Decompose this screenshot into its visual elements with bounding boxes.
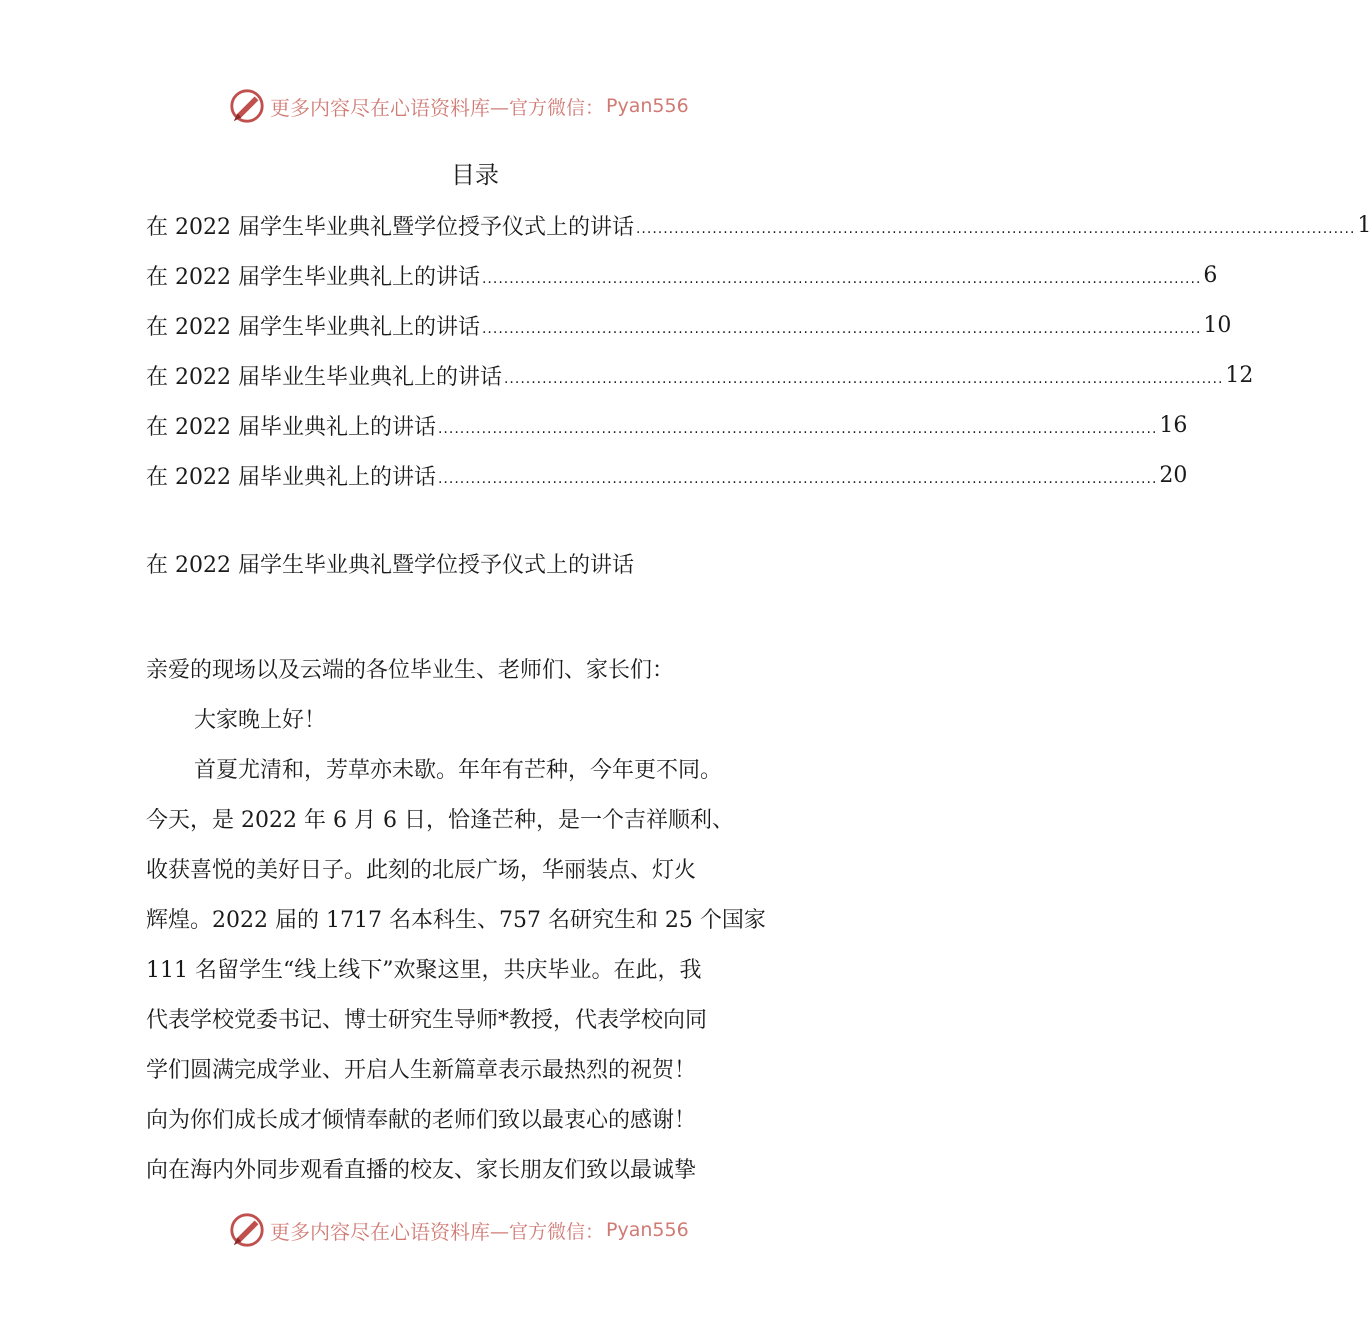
toc-entry[interactable] bbox=[146, 450, 1188, 500]
toc-entry-title: 在 2022 届学生毕业典礼暨学位授予仪式上的讲话 bbox=[146, 214, 634, 240]
toc-entry-page: 20 bbox=[1159, 462, 1188, 488]
toc-entry[interactable] bbox=[146, 300, 1232, 350]
body-line: 向为你们成长成才倾情奉献的老师们致以最衷心的感谢！ bbox=[146, 1108, 697, 1133]
watermark-wechat-id: Pyan556 bbox=[606, 95, 689, 117]
watermark-footer bbox=[228, 1210, 748, 1250]
toc-entry-page: 12 bbox=[1225, 362, 1254, 388]
salutation-line: 亲爱的现场以及云端的各位毕业生、老师们、家长们： bbox=[146, 658, 675, 683]
toc-entry-page: 10 bbox=[1203, 312, 1232, 338]
watermark-separator: —官方微信： bbox=[490, 96, 605, 119]
body-line: 代表学校党委书记、博士研究生导师*教授，代表学校向同 bbox=[146, 1008, 708, 1033]
watermark-wechat-id: Pyan556 bbox=[606, 1219, 689, 1241]
toc-leader-dots: .................................................................................................................................... bbox=[437, 471, 1158, 487]
body-line: 学们圆满完成学业、开启人生新篇章表示最热烈的祝贺！ bbox=[146, 1058, 697, 1083]
body-line: 向在海内外同步观看直播的校友、家长朋友们致以最诚挚 bbox=[146, 1158, 697, 1183]
speech-body bbox=[146, 646, 836, 1196]
toc-entry[interactable] bbox=[146, 200, 1371, 250]
toc-entry[interactable] bbox=[146, 400, 1188, 450]
body-line: 111 名留学生“线上线下”欢聚这里，共庆毕业。在此，我 bbox=[146, 958, 702, 983]
watermark-text: 更多内容尽在心语资料库 bbox=[270, 1219, 490, 1244]
toc-leader-dots: .................................................................................................................................... bbox=[481, 321, 1202, 337]
toc-entry-title: 在 2022 届毕业典礼上的讲话 bbox=[146, 414, 436, 440]
body-line: 今天，是 2022 年 6 月 6 日，恰逢芒种，是一个吉祥顺利、 bbox=[146, 808, 734, 833]
toc-leader-dots: .................................................................................................................................... bbox=[635, 221, 1356, 237]
section-heading: 在 2022 届学生毕业典礼暨学位授予仪式上的讲话 bbox=[146, 553, 634, 578]
toc-entry-title: 在 2022 届学生毕业典礼上的讲话 bbox=[146, 264, 480, 290]
pen-logo-icon bbox=[228, 87, 266, 125]
toc-leader-dots: .................................................................................................................................... bbox=[503, 371, 1224, 387]
toc-entry[interactable] bbox=[146, 350, 1254, 400]
body-line: 辉煌。2022 届的 1717 名本科生、757 名研究生和 25 个国家 bbox=[146, 908, 766, 933]
table-of-contents bbox=[146, 200, 1371, 500]
toc-entry-title: 在 2022 届毕业典礼上的讲话 bbox=[146, 464, 436, 490]
toc-entry-page: 1 bbox=[1357, 212, 1371, 238]
toc-leader-dots: .................................................................................................................................... bbox=[481, 271, 1202, 287]
greeting-line: 大家晚上好！ bbox=[194, 708, 327, 733]
toc-entry-title: 在 2022 届学生毕业典礼上的讲话 bbox=[146, 314, 480, 340]
watermark-separator: —官方微信： bbox=[490, 1220, 605, 1243]
pen-logo-icon bbox=[228, 1211, 266, 1249]
toc-entry-page: 6 bbox=[1203, 262, 1218, 288]
body-line: 首夏尤清和，芳草亦未歇。年年有芒种，今年更不同。 bbox=[194, 758, 723, 783]
watermark-text: 更多内容尽在心语资料库 bbox=[270, 95, 490, 120]
toc-title: 目录 bbox=[451, 161, 499, 189]
toc-entry-page: 16 bbox=[1159, 412, 1188, 438]
toc-leader-dots: .................................................................................................................................... bbox=[437, 421, 1158, 437]
body-line: 收获喜悦的美好日子。此刻的北辰广场，华丽装点、灯火 bbox=[146, 858, 697, 883]
toc-entry[interactable] bbox=[146, 250, 1218, 300]
watermark-header bbox=[228, 86, 748, 126]
toc-entry-title: 在 2022 届毕业生毕业典礼上的讲话 bbox=[146, 364, 502, 390]
